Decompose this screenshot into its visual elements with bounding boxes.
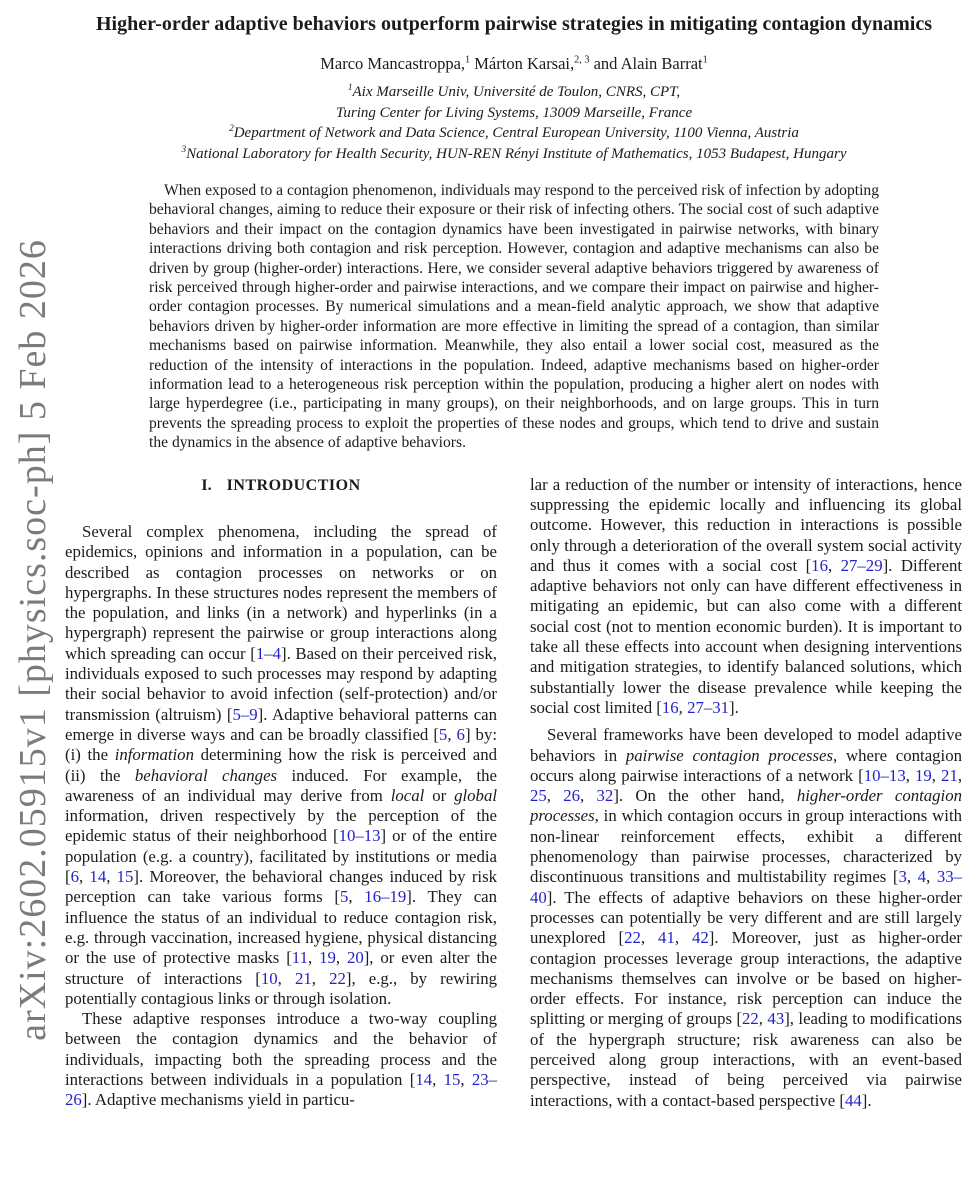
superscript: 2: [229, 124, 234, 134]
text-run: Marco Mancastroppa,: [320, 54, 466, 73]
text-run: Several complex phenomena, including the spread of epidemics, opinions and information in a population, can be described as contagion processes on networks or on hypergraphs. In these structures nodes represent the members of the population, and links (in a network) and hyperlinks (in a hypergraph) represent the pairwise or group interactions along which spreading can occur [: [65, 521, 497, 663]
citation-link[interactable]: 3: [898, 867, 907, 887]
text-run: ,: [335, 948, 347, 968]
text-run: ], leading to modifications of the hypergraph structure; risk awareness can also be perceived along group interactions, with an event-based perspective, instead of being perceived via pairwise interactions, with a contact-based perspective [: [530, 1009, 962, 1110]
text-run: ,: [640, 928, 659, 948]
citation-link[interactable]: 15: [116, 867, 134, 887]
citation-link[interactable]: 27–31: [687, 697, 730, 717]
paragraph: [530, 475, 962, 719]
text-run: information: [114, 745, 194, 765]
citation-link[interactable]: 6: [456, 724, 465, 744]
text-run: information, driven respectively by the perception of the epidemic status of their neighborhood [: [65, 806, 497, 846]
text-run: , in which contagion occurs in group interactions with non-linear reinforcement effects, exhibit a different phenomenology than pairwise processes, characterized by discontinuous transitions and multistability regimes [: [530, 806, 962, 887]
citation-link[interactable]: 20: [346, 948, 364, 968]
affiliation-line: [65, 103, 963, 124]
citation-link[interactable]: 43: [767, 1009, 785, 1029]
text-run: National Laboratory for Health Security, HUN-REN Rényi Institute of Mathematics, 1053 Budapest, Hungary: [186, 145, 847, 162]
text-run: ,: [678, 697, 688, 717]
text-run: ,: [926, 867, 937, 887]
citation-link[interactable]: 1–4: [255, 643, 282, 663]
superscript: 3: [181, 144, 187, 155]
citation-link[interactable]: 10–13: [863, 765, 906, 785]
text-run: pairwise contagion processes: [625, 745, 834, 765]
text-run: Turing Center for Living Systems, 13009 Marseille, France: [335, 104, 693, 121]
affiliations: [65, 82, 963, 164]
citation-link[interactable]: 22: [742, 1009, 759, 1029]
text-run: ,: [905, 765, 915, 785]
text-run: ] or of the entire population (e.g. a country), facilitated by institutions or media [: [65, 826, 497, 887]
citation-link[interactable]: 14: [89, 867, 107, 887]
paragraph: [530, 725, 962, 1111]
text-run: Márton Karsai,: [470, 54, 575, 73]
citation-link[interactable]: 44: [844, 1090, 862, 1110]
text-run: ]. Adaptive behavioral patterns can emerge in diverse ways and can be broadly classified [: [65, 704, 497, 744]
section-number: I.: [201, 476, 212, 494]
text-run: ]. On the other hand,: [613, 786, 797, 806]
paragraph: [65, 522, 497, 1009]
text-run: ].: [729, 697, 739, 717]
text-run: ,: [931, 765, 942, 785]
citation-link[interactable]: 5–9: [232, 704, 258, 724]
affiliation-line: [65, 82, 963, 103]
text-run: global: [454, 785, 497, 805]
text-run: induced. For example, the awareness of an individual may derive from: [65, 765, 497, 805]
citation-link[interactable]: 27–29: [840, 555, 883, 575]
citation-link[interactable]: 11: [291, 948, 308, 968]
text-run: higher-order contagion processes: [530, 786, 962, 826]
citation-link[interactable]: 33–40: [530, 867, 963, 907]
text-run: ,: [447, 724, 457, 744]
text-run: ]. Moreover, just as higher-order contagion processes leverage group interactions, the adaptive mechanisms themselves can involve or be based on higher-order effects. For instance, risk perception can induce the splitting or merging of groups [: [530, 928, 962, 1029]
superscript: 1: [347, 83, 353, 93]
text-run: These adaptive responses introduce a two-way coupling between the contagion dynamics and the behavior of individuals, impacting both the spreading process and the interactions between individuals in a population [: [65, 1009, 497, 1089]
author-line: [65, 54, 963, 74]
citation-link[interactable]: 26: [563, 786, 581, 806]
text-run: ,: [906, 867, 918, 887]
text-run: ,: [580, 786, 597, 806]
text-run: ,: [348, 887, 365, 907]
citation-link[interactable]: 16: [661, 697, 679, 717]
citation-link[interactable]: 6: [70, 867, 79, 887]
citation-link[interactable]: 14: [415, 1070, 433, 1089]
superscript: 1: [702, 54, 708, 66]
citation-link[interactable]: 16: [811, 555, 828, 575]
text-run: , where contagion occurs along pairwise interactions of a network [: [530, 745, 962, 785]
text-run: ,: [106, 867, 117, 887]
citation-link[interactable]: 16–19: [364, 887, 407, 907]
text-run: and Alain Barrat: [589, 54, 703, 73]
text-run: ,: [827, 555, 841, 575]
citation-link[interactable]: 5: [438, 724, 448, 744]
text-run: ]. They can influence the status of an individual to reduce contagion risk, e.g. through vaccination, increased hygiene, physical distancing or the use of protective masks [: [65, 887, 497, 968]
citation-link[interactable]: 15: [443, 1070, 461, 1089]
left-column: [65, 475, 497, 1111]
text-run: ], or even alter the structure of interactions [: [65, 948, 498, 988]
text-run: ,: [277, 968, 295, 988]
paper-title: Higher-order adaptive behaviors outperform pairwise strategies in mitigating contagion dynamics: [95, 13, 933, 35]
text-run: ,: [758, 1009, 768, 1029]
text-run: ,: [307, 948, 320, 968]
text-run: ] by: (i) the: [65, 724, 497, 765]
arxiv-watermark: arXiv:2602.05915v1 [physics.soc-ph] 5 Feb 2026: [12, 239, 54, 1041]
text-run: ].: [861, 1090, 872, 1110]
text-run: ,: [460, 1070, 472, 1089]
citation-link[interactable]: 10: [260, 968, 278, 988]
citation-link[interactable]: 4: [917, 867, 927, 887]
citation-link[interactable]: 42: [692, 928, 709, 948]
text-run: ]. The effects of adaptive behaviors on these higher-order processes can potentially be very different and are still largely unexplored [: [530, 887, 962, 948]
citation-link[interactable]: 19: [914, 765, 932, 785]
citation-link[interactable]: 5: [339, 887, 349, 907]
superscript: 1: [465, 54, 471, 66]
citation-link[interactable]: 41: [658, 928, 675, 948]
citation-link[interactable]: 23–26: [65, 1070, 498, 1110]
superscript: 2, 3: [574, 54, 590, 66]
right-column: [530, 475, 962, 1111]
text-run: Department of Network and Data Science, Central European University, 1100 Vienna, Austria: [233, 125, 799, 141]
affiliation-line: [65, 123, 963, 144]
citation-link[interactable]: 25: [530, 786, 547, 806]
text-run: ]. Different adaptive behaviors not only can have different effectiveness in mitigating an epidemic, but can also come with a different social cost (not to mention economic burden). It is important to take all these effects into account when designing interventions and mitigation strategies, to identify balanced solutions, which substantially lower the disease prevalence while keeping the social cost limited [: [530, 555, 963, 717]
text-run: behavioral changes: [134, 765, 278, 785]
text-run: determining how the risk is perceived and (ii) the: [65, 745, 498, 785]
affiliation-line: [65, 144, 963, 165]
text-run: local: [390, 785, 425, 805]
section-heading: [65, 476, 497, 496]
text-run: ,: [546, 786, 564, 806]
text-run: ,: [311, 968, 330, 988]
text-run: ], e.g., by rewiring potentially contagious links or through isolation.: [65, 968, 498, 1008]
text-run: lar a reduction of the number or intensity of interactions, hence suppressing the epidemic locally and influencing its global outcome. However, this reduction in interactions is possible only through a deterioration of the overall system social activity and thus it comes with a social cost [: [530, 474, 962, 575]
citation-link[interactable]: 32: [596, 786, 614, 806]
text-run: ,: [432, 1070, 444, 1089]
paper-content: [65, 0, 963, 1111]
text-run: ]. Moreover, the behavioral changes induced by risk perception can take various forms [: [65, 867, 497, 907]
text-run: ,: [957, 765, 963, 785]
two-column-body: [65, 475, 963, 1111]
text-run: Aix Marseille Univ, Université de Toulon, CNRS, CPT,: [352, 84, 681, 100]
right-column-text: [530, 475, 962, 1111]
abstract: When exposed to a contagion phenomenon, individuals may respond to the perceived risk of infection by adopting behavioral changes, aiming to reduce their exposure or their risk of infecting others. The social cost of such adaptive behaviors and their impact on the contagion dynamics have been investigated in pairwise networks, with binary interactions driving both contagion and risk perception. However, contagion and adaptive mechanisms can also be driven by group (higher-order) interactions. Here, we consider several adaptive behaviors triggered by awareness of risk perceived through higher-order and pairwise interactions, and we compare their impact on pairwise and higher-order contagion processes. By numerical simulations and a mean-field analytic approach, we show that adaptive behaviors driven by higher-order information are more effective in limiting the spread of a contagion, than similar mechanisms based on pairwise information. Meanwhile, they also entail a lower social cost, measured as the reduction of the intensity of interactions in the population. Indeed, adaptive mechanisms based on higher-order information lead to a heterogeneous risk perception within the population, producing a higher alert on nodes with large hyperdegree (i.e., participating in many groups), on their neighborhoods, and on large groups. This in turn prevents the spreading process to exploit the properties of these nodes and groups, which tend to drive and sustain the dynamics in the absence of adaptive behaviors.: [149, 182, 879, 452]
text-run: or: [424, 785, 455, 805]
text-run: ]. Adaptive mechanisms yield in particu-: [81, 1090, 355, 1110]
citation-link[interactable]: 21: [294, 968, 312, 988]
citation-link[interactable]: 22: [329, 968, 346, 988]
citation-link[interactable]: 19: [319, 948, 336, 968]
paragraph: [65, 1009, 497, 1110]
citation-link[interactable]: 10–13: [338, 826, 381, 846]
text-run: ]. Based on their perceived risk, individuals exposed to such processes may respond by adapting their social behavior to avoid infection (self-protection) and/or transmission (altruism) [: [65, 643, 497, 724]
citation-link[interactable]: 21: [941, 765, 958, 785]
section-title: INTRODUCTION: [226, 476, 361, 494]
text-run: ,: [674, 928, 693, 948]
citation-link[interactable]: 22: [624, 928, 641, 948]
text-run: Several frameworks have been developed to model adaptive behaviors in: [530, 725, 962, 765]
text-run: ,: [78, 867, 90, 887]
left-column-text: [65, 522, 497, 1111]
